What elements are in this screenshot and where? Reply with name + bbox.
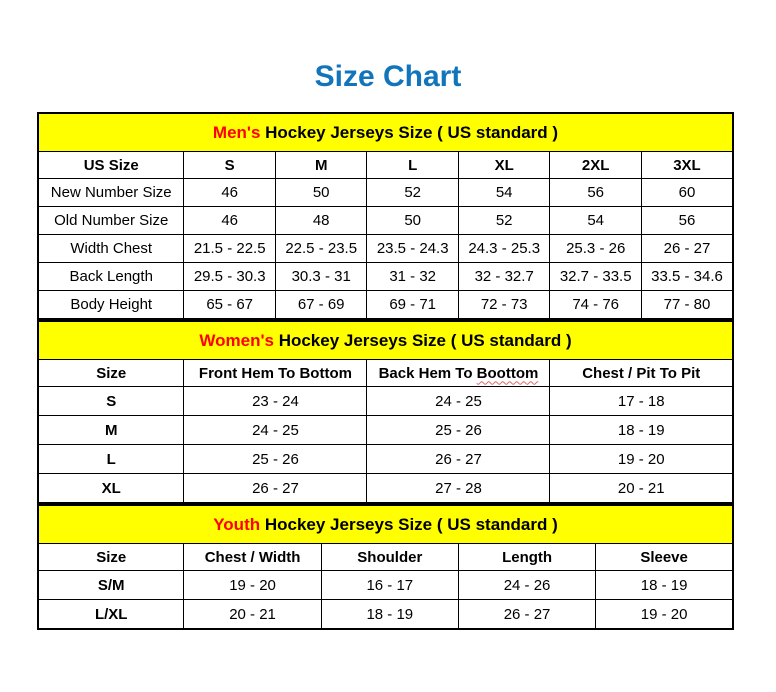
mens-col-header-m: M [275, 152, 367, 179]
size-value-cell: 21.5 - 22.5 [184, 235, 276, 263]
size-value-cell: 20 - 21 [184, 600, 321, 630]
size-value-cell: 31 - 32 [367, 263, 459, 291]
size-value-cell: 77 - 80 [641, 291, 733, 320]
size-value-cell: 17 - 18 [550, 387, 733, 416]
youth-col-header-chest-width: Chest / Width [184, 544, 321, 571]
size-value-cell: 19 - 20 [184, 571, 321, 600]
size-value-cell: 25 - 26 [367, 416, 550, 445]
womens-col-header-front-hem: Front Hem To Bottom [184, 360, 367, 387]
size-value-cell: 69 - 71 [367, 291, 459, 320]
size-value-cell: 24 - 26 [458, 571, 595, 600]
mens-size-table [37, 112, 734, 320]
mens-section-title [38, 113, 733, 152]
size-value-cell: 24 - 25 [367, 387, 550, 416]
size-value-cell: 32.7 - 33.5 [550, 263, 642, 291]
mens-title-highlight: Men's [212, 122, 261, 142]
mens-col-header-us-size: US Size [38, 152, 184, 179]
row-label: L [38, 445, 184, 474]
mens-col-header-xl: XL [458, 152, 550, 179]
table-row [38, 291, 733, 320]
youth-section-header-row [38, 505, 733, 544]
youth-title-highlight: Youth [213, 514, 261, 534]
size-value-cell: 60 [641, 179, 733, 207]
size-value-cell: 24.3 - 25.3 [458, 235, 550, 263]
table-row [38, 387, 733, 416]
womens-col-header-size: Size [38, 360, 184, 387]
size-value-cell: 46 [184, 207, 276, 235]
size-value-cell: 25.3 - 26 [550, 235, 642, 263]
womens-title-highlight: Women's [199, 330, 274, 350]
mens-col-header-2xl: 2XL [550, 152, 642, 179]
table-row [38, 416, 733, 445]
womens-col-header-back-hem [367, 360, 550, 387]
size-value-cell: 72 - 73 [458, 291, 550, 320]
size-value-cell: 67 - 69 [275, 291, 367, 320]
row-label: Back Length [38, 263, 184, 291]
table-row [38, 235, 733, 263]
youth-col-header-sleeve: Sleeve [596, 544, 733, 571]
size-value-cell: 27 - 28 [367, 474, 550, 504]
row-label: L/XL [38, 600, 184, 630]
size-value-cell: 19 - 20 [550, 445, 733, 474]
table-row [38, 445, 733, 474]
size-value-cell: 65 - 67 [184, 291, 276, 320]
womens-column-header-row [38, 360, 733, 387]
row-label: Body Height [38, 291, 184, 320]
size-value-cell: 52 [458, 207, 550, 235]
size-value-cell: 26 - 27 [458, 600, 595, 630]
table-row [38, 263, 733, 291]
spellcheck-underline-word: Boottom [476, 364, 539, 382]
size-value-cell: 33.5 - 34.6 [641, 263, 733, 291]
size-value-cell: 19 - 20 [596, 600, 733, 630]
youth-col-header-length: Length [458, 544, 595, 571]
youth-title-text: Hockey Jerseys Size ( US standard ) [260, 514, 558, 534]
mens-column-header-row [38, 152, 733, 179]
mens-col-header-s: S [184, 152, 276, 179]
size-value-cell: 50 [367, 207, 459, 235]
table-row [38, 179, 733, 207]
size-value-cell: 56 [550, 179, 642, 207]
size-value-cell: 30.3 - 31 [275, 263, 367, 291]
youth-col-header-size: Size [38, 544, 184, 571]
mens-col-header-l: L [367, 152, 459, 179]
size-value-cell: 23 - 24 [184, 387, 367, 416]
youth-column-header-row [38, 544, 733, 571]
size-value-cell: 26 - 27 [367, 445, 550, 474]
size-value-cell: 23.5 - 24.3 [367, 235, 459, 263]
size-value-cell: 20 - 21 [550, 474, 733, 504]
row-label: Width Chest [38, 235, 184, 263]
mens-section-header-row [38, 113, 733, 152]
size-value-cell: 32 - 32.7 [458, 263, 550, 291]
size-value-cell: 54 [458, 179, 550, 207]
row-label: S [38, 387, 184, 416]
womens-section-title [38, 321, 733, 360]
size-value-cell: 52 [367, 179, 459, 207]
size-value-cell: 56 [641, 207, 733, 235]
row-label: S/M [38, 571, 184, 600]
youth-section-title [38, 505, 733, 544]
table-row [38, 571, 733, 600]
size-value-cell: 18 - 19 [321, 600, 458, 630]
size-value-cell: 22.5 - 23.5 [275, 235, 367, 263]
mens-title-text: Hockey Jerseys Size ( US standard ) [260, 122, 559, 142]
size-value-cell: 50 [275, 179, 367, 207]
page-title: Size Chart [314, 60, 462, 93]
size-value-cell: 26 - 27 [641, 235, 733, 263]
row-label: New Number Size [38, 179, 184, 207]
size-value-cell: 16 - 17 [321, 571, 458, 600]
size-value-cell: 24 - 25 [184, 416, 367, 445]
size-value-cell: 74 - 76 [550, 291, 642, 320]
size-value-cell: 46 [184, 179, 276, 207]
size-value-cell: 18 - 19 [550, 416, 733, 445]
mens-col-header-3xl: 3XL [641, 152, 733, 179]
size-value-cell: 48 [275, 207, 367, 235]
womens-title-text: Hockey Jerseys Size ( US standard ) [273, 330, 572, 350]
table-row [38, 207, 733, 235]
row-label: M [38, 416, 184, 445]
size-value-cell: 54 [550, 207, 642, 235]
row-label: Old Number Size [38, 207, 184, 235]
youth-col-header-shoulder: Shoulder [321, 544, 458, 571]
size-value-cell: 29.5 - 30.3 [184, 263, 276, 291]
size-chart [37, 112, 734, 630]
row-label: XL [38, 474, 184, 504]
size-value-cell: 18 - 19 [596, 571, 733, 600]
womens-section-header-row [38, 321, 733, 360]
womens-size-table [37, 320, 734, 504]
womens-col-header-chest: Chest / Pit To Pit [550, 360, 733, 387]
table-row [38, 474, 733, 504]
youth-size-table [37, 504, 734, 630]
size-value-cell: 26 - 27 [184, 474, 367, 504]
table-row [38, 600, 733, 630]
size-value-cell: 25 - 26 [184, 445, 367, 474]
back-hem-label: Back Hem To [378, 364, 477, 382]
